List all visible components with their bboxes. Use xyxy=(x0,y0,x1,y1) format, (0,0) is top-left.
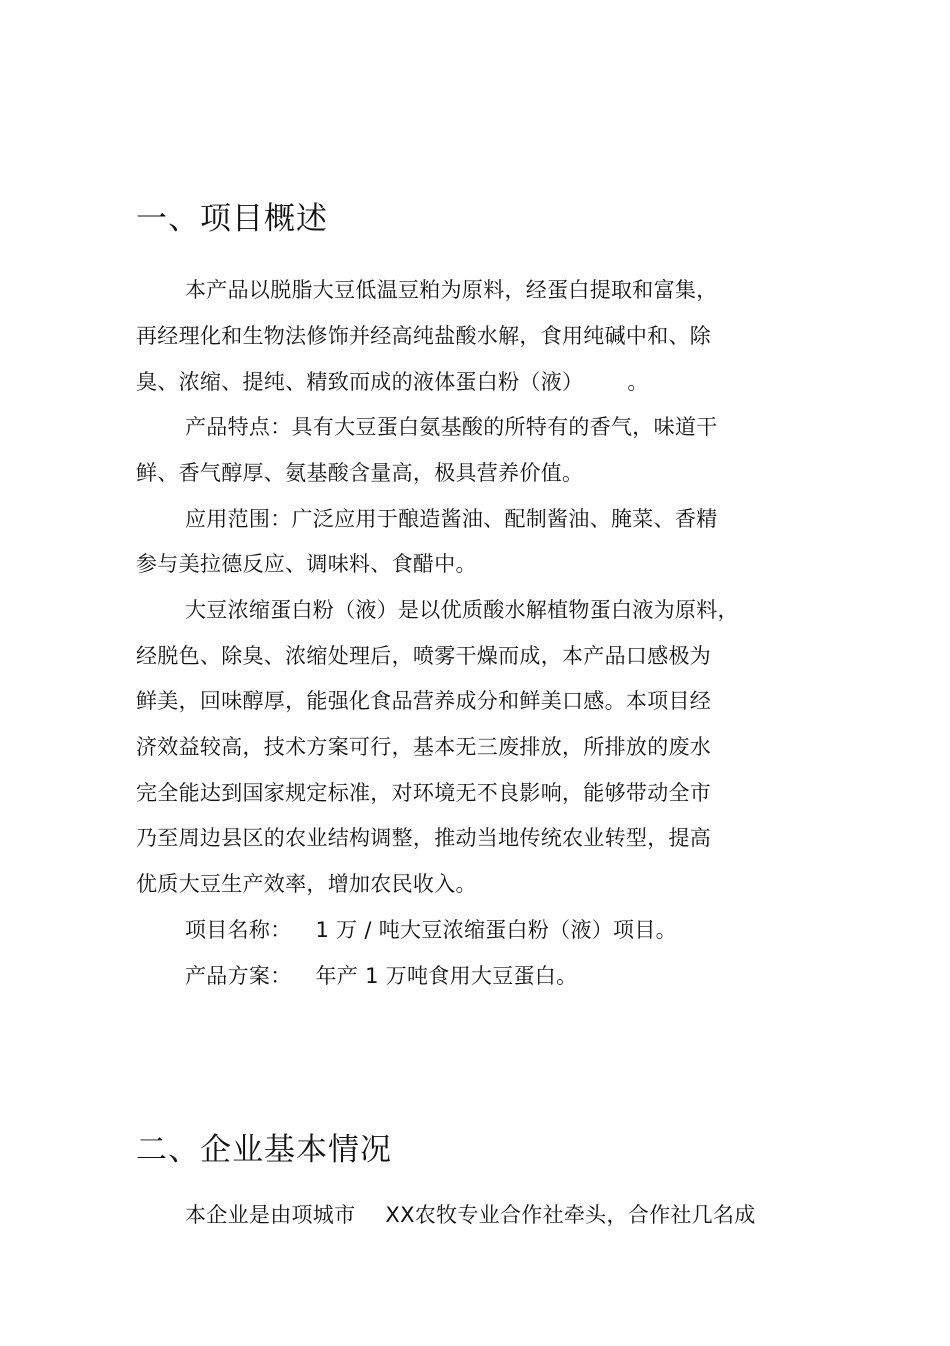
project-name-value: 1 万 / 吨大豆浓缩蛋白粉（液）项目。 xyxy=(315,918,677,942)
para-1-line-3-end: 。 xyxy=(627,370,649,394)
para-1-line-3-text: 臭、浓缩、提纯、精致而成的液体蛋白粉（液） xyxy=(136,370,584,394)
section-2-para-1-start: 本企业是由项城市 xyxy=(185,1203,356,1227)
para-1-line-3 xyxy=(136,366,649,396)
section-1-heading: 一、项目概述 xyxy=(136,201,328,237)
para-4-line-4: 济效益较高，技术方案可行，基本无三废排放，所排放的废水 xyxy=(136,735,712,759)
product-plan-label: 产品方案： xyxy=(185,964,292,988)
para-2-line-2: 鲜、香气醇厚、氨基酸含量高，极具营养价值。 xyxy=(136,461,584,485)
para-4-line-3: 鲜美，回味醇厚，能强化食品营养成分和鲜美口感。本项目经 xyxy=(136,689,712,713)
product-plan-line xyxy=(185,960,577,990)
project-name-label: 项目名称： xyxy=(185,918,292,942)
para-3-line-1: 应用范围：广泛应用于酿造酱油、配制酱油、腌菜、香精 xyxy=(185,507,718,531)
para-3-line-2: 参与美拉德反应、调味料、食醋中。 xyxy=(136,552,477,576)
section-2-para-1-line-1 xyxy=(185,1199,756,1229)
para-2-line-1: 产品特点：具有大豆蛋白氨基酸的所特有的香气，味道干 xyxy=(185,415,718,439)
para-1-line-1: 本产品以脱脂大豆低温豆粕为原料，经蛋白提取和富集， xyxy=(185,278,718,302)
para-4-line-6: 乃至周边县区的农业结构调整，推动当地传统农业转型，提高 xyxy=(136,826,712,850)
para-4-line-5: 完全能达到国家规定标准，对环境无不良影响，能够带动全市 xyxy=(136,781,712,805)
para-1-line-2: 再经理化和生物法修饰并经高纯盐酸水解，食用纯碱中和、除 xyxy=(136,324,712,348)
para-4-line-2: 经脱色、除臭、浓缩处理后，喷雾干燥而成，本产品口感极为 xyxy=(136,644,712,668)
para-4-line-1: 大豆浓缩蛋白粉（液）是以优质酸水解植物蛋白液为原料， xyxy=(185,598,739,622)
section-2-para-1-rest: XX农牧专业合作社牵头，合作社几名成 xyxy=(385,1203,756,1227)
project-name-line xyxy=(185,914,677,944)
section-2-heading: 二、企业基本情况 xyxy=(136,1132,392,1168)
para-4-line-7: 优质大豆生产效率，增加农民收入。 xyxy=(136,872,477,896)
product-plan-value: 年产 1 万吨食用大豆蛋白。 xyxy=(315,964,578,988)
